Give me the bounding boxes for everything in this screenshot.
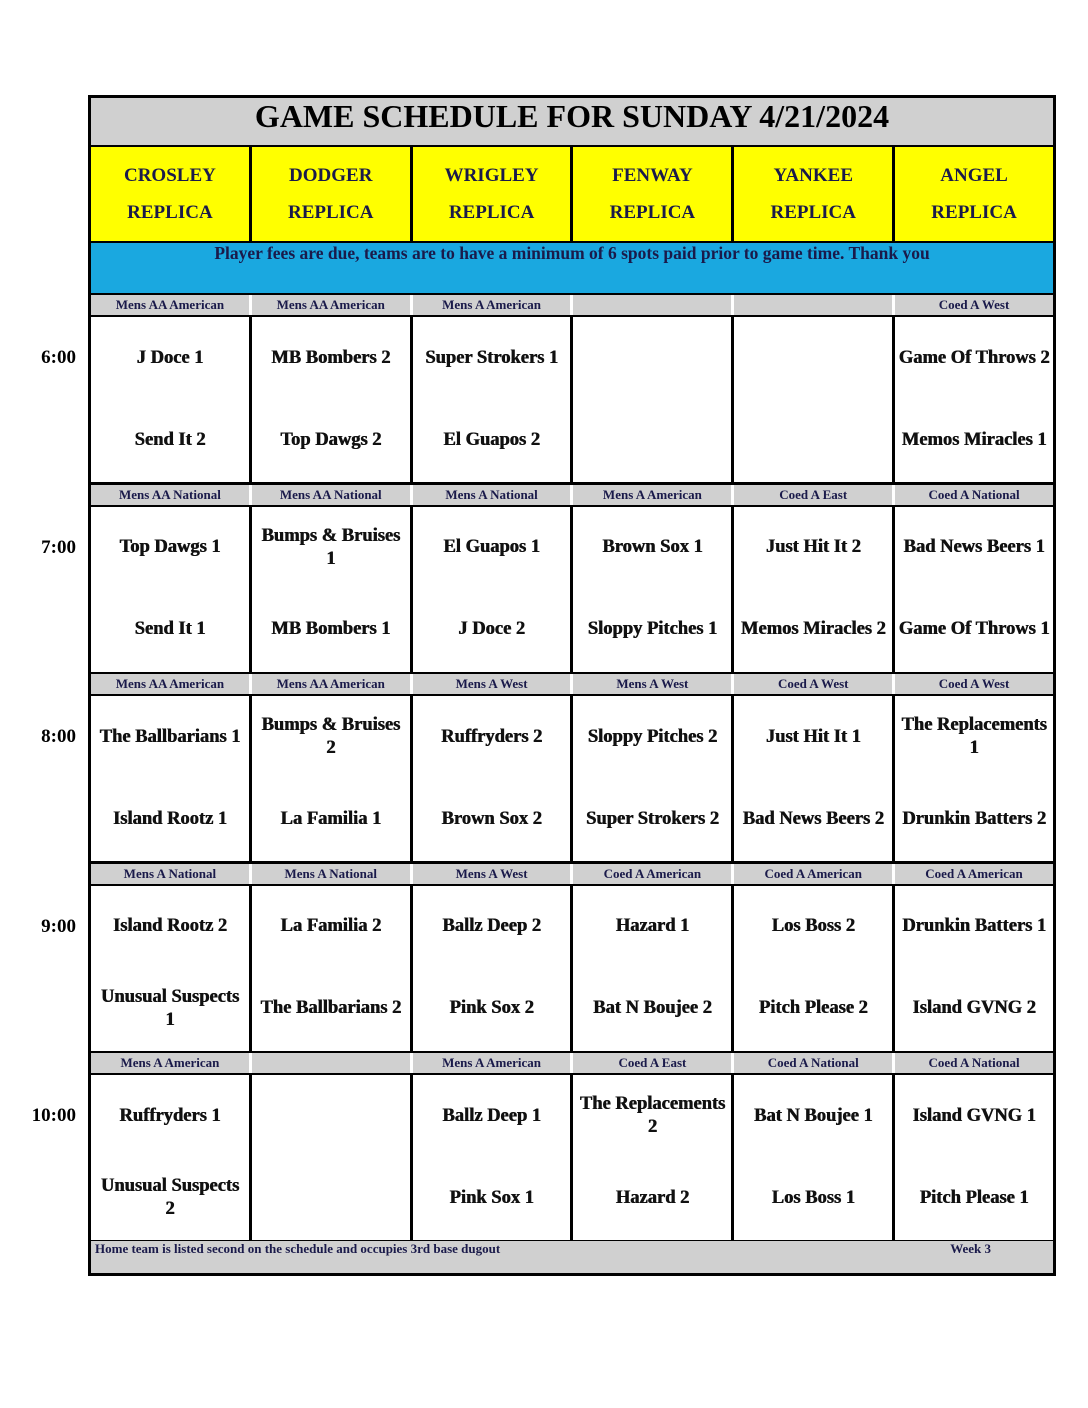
home-team-note: Home team is listed second on the schedule and occupies 3rd base dugout — [95, 1241, 501, 1256]
home-team: Unusual Suspects 2 — [100, 1176, 240, 1219]
away-team: Island Rootz 2 — [112, 916, 227, 936]
division-label: Mens A American — [413, 295, 571, 315]
away-team: El Guapos 1 — [443, 537, 540, 557]
home-team: Unusual Suspects 1 — [100, 986, 240, 1030]
division-row — [91, 1053, 1053, 1073]
time-label: 7:00 — [41, 536, 76, 558]
away-team: Just Hit It 1 — [765, 726, 861, 747]
away-team: J Doce 1 — [136, 347, 204, 368]
game-cell — [252, 1075, 410, 1240]
field-header — [895, 147, 1053, 241]
game-cell — [734, 696, 892, 861]
division-label — [734, 295, 892, 315]
field-sub: REPLICA — [931, 202, 1017, 223]
field-header-row — [91, 147, 1053, 241]
field-sub: REPLICA — [770, 202, 856, 223]
game-cell — [895, 507, 1053, 672]
home-team: Pitch Please 1 — [919, 1187, 1029, 1208]
away-team: Bat N Boujee 1 — [753, 1105, 873, 1126]
home-team: The Ballbarians 2 — [260, 998, 402, 1018]
game-cell — [252, 886, 410, 1051]
home-team: Memos Miracles 1 — [901, 429, 1047, 450]
away-team: Drunkin Batters 1 — [902, 916, 1046, 936]
field-sub: REPLICA — [127, 202, 213, 223]
schedule-footer — [91, 1241, 1053, 1273]
division-label: Coed A West — [734, 674, 892, 694]
game-cell — [734, 317, 892, 482]
away-team: Just Hit It 2 — [765, 537, 861, 557]
away-team: Ruffryders 2 — [440, 726, 543, 747]
field-sub: REPLICA — [287, 202, 374, 223]
division-label: Mens A National — [252, 864, 410, 884]
division-label: Mens AA National — [91, 485, 249, 505]
division-label: Mens A National — [91, 864, 249, 884]
division-label: Mens AA American — [91, 295, 249, 315]
game-cell — [573, 317, 731, 482]
division-label: Coed A West — [895, 674, 1053, 694]
home-team: Send It 2 — [134, 429, 206, 450]
division-label: Mens A West — [573, 674, 731, 694]
division-label: Mens A American — [573, 485, 731, 505]
game-cell — [895, 886, 1053, 1051]
game-cell — [91, 886, 249, 1051]
game-cell — [734, 1075, 892, 1240]
home-team: Pitch Please 2 — [758, 998, 868, 1018]
home-team: El Guapos 2 — [443, 429, 540, 450]
division-label — [252, 1053, 410, 1073]
field-sub: REPLICA — [609, 202, 696, 223]
field-header — [573, 147, 731, 241]
home-team: Island GVNG 2 — [912, 998, 1036, 1018]
division-label: Mens A American — [413, 1053, 571, 1073]
away-team: Sloppy Pitches 2 — [587, 726, 718, 747]
game-cell — [895, 317, 1053, 482]
game-cell — [734, 507, 892, 672]
game-cell — [413, 1075, 571, 1240]
away-team: MB Bombers 2 — [271, 347, 391, 368]
field-name: DODGER — [289, 165, 373, 186]
game-cell — [91, 317, 249, 482]
division-label: Coed A National — [895, 485, 1053, 505]
field-name: ANGEL — [940, 165, 1008, 186]
time-label: 6:00 — [41, 347, 76, 368]
home-team: Pink Sox 2 — [449, 998, 534, 1018]
away-team: The Ballbarians 1 — [99, 726, 241, 747]
away-team: La Familia 2 — [280, 916, 382, 936]
away-team: Los Boss 2 — [771, 916, 855, 936]
home-team: Memos Miracles 2 — [740, 619, 886, 639]
away-team: Bad News Beers 1 — [903, 537, 1045, 557]
home-team: Los Boss 1 — [771, 1187, 855, 1208]
home-team: Top Dawgs 2 — [280, 429, 382, 450]
away-team: Ballz Deep 1 — [442, 1105, 541, 1126]
division-row — [91, 864, 1053, 884]
division-label: Coed A American — [734, 864, 892, 884]
field-header — [413, 147, 571, 241]
game-cell — [573, 1075, 731, 1240]
field-name: YANKEE — [773, 165, 853, 186]
home-team: Bad News Beers 2 — [742, 808, 884, 829]
away-team: Bumps & Bruises 1 — [261, 525, 401, 569]
division-label: Mens AA American — [252, 295, 410, 315]
away-team: Hazard 1 — [615, 916, 690, 936]
home-team: La Familia 1 — [280, 808, 382, 829]
game-cell — [91, 696, 249, 861]
home-team: J Doce 2 — [458, 619, 525, 639]
away-team: The Replacements 2 — [579, 1094, 726, 1137]
game-cell — [573, 507, 731, 672]
game-row — [91, 696, 1053, 861]
away-team: Ruffryders 1 — [119, 1105, 221, 1126]
away-team: Bumps & Bruises 2 — [261, 715, 401, 758]
game-cell — [413, 886, 571, 1051]
division-label: Coed A American — [895, 864, 1053, 884]
away-team: Game Of Throws 2 — [898, 347, 1050, 368]
away-team: Brown Sox 1 — [602, 537, 703, 557]
division-label — [573, 295, 731, 315]
division-label: Mens A West — [413, 864, 571, 884]
game-cell — [734, 886, 892, 1051]
home-team: Super Strokers 2 — [585, 808, 719, 829]
home-team: Bat N Boujee 2 — [593, 998, 712, 1018]
game-cell — [413, 696, 571, 861]
division-label: Coed A East — [734, 485, 892, 505]
division-label: Mens AA American — [252, 674, 410, 694]
home-team: Sloppy Pitches 1 — [587, 619, 718, 639]
division-label: Coed A East — [573, 1053, 731, 1073]
game-cell — [895, 696, 1053, 861]
game-cell — [413, 317, 571, 482]
field-header — [252, 147, 410, 241]
division-label: Coed A National — [895, 1053, 1053, 1073]
division-row — [91, 674, 1053, 694]
game-cell — [252, 696, 410, 861]
division-label: Coed A National — [734, 1053, 892, 1073]
division-label: Coed A West — [895, 295, 1053, 315]
division-label: Mens A National — [413, 485, 571, 505]
home-team: MB Bombers 1 — [271, 619, 391, 639]
game-cell — [91, 1075, 249, 1240]
game-cell — [413, 507, 571, 672]
division-label: Mens A West — [413, 674, 571, 694]
time-label: 9:00 — [41, 915, 76, 937]
away-team: The Replacements 1 — [901, 715, 1047, 758]
division-row — [91, 485, 1053, 505]
field-name: WRIGLEY — [444, 165, 539, 186]
game-row — [91, 507, 1053, 672]
home-team: Drunkin Batters 2 — [902, 808, 1046, 829]
division-label: Mens AA National — [252, 485, 410, 505]
game-cell — [573, 886, 731, 1051]
division-row — [91, 295, 1053, 315]
home-team: Send It 1 — [134, 619, 206, 639]
field-name: CROSLEY — [123, 165, 216, 186]
time-label: 10:00 — [31, 1105, 76, 1126]
home-team: Game Of Throws 1 — [898, 619, 1050, 639]
time-label: 8:00 — [41, 726, 76, 747]
field-header — [91, 147, 249, 241]
away-team: Top Dawgs 1 — [119, 537, 221, 557]
game-cell — [895, 1075, 1053, 1240]
game-row — [91, 886, 1053, 1051]
division-label: Mens AA American — [91, 674, 249, 694]
game-row — [91, 317, 1053, 482]
fees-notice: Player fees are due, teams are to have a minimum of 6 spots paid prior to game time. Thank you — [91, 243, 1053, 293]
field-name: FENWAY — [612, 165, 693, 186]
home-team: Hazard 2 — [615, 1187, 690, 1208]
away-team: Ballz Deep 2 — [442, 916, 541, 936]
field-header — [734, 147, 892, 241]
field-sub: REPLICA — [448, 202, 535, 223]
week-label: Week 3 — [950, 1241, 991, 1256]
division-label: Mens A American — [91, 1053, 249, 1073]
game-cell — [91, 507, 249, 672]
schedule-table — [88, 95, 1056, 1276]
home-team: Pink Sox 1 — [449, 1187, 534, 1208]
home-team: Island Rootz 1 — [112, 808, 227, 829]
game-cell — [573, 696, 731, 861]
game-cell — [252, 317, 410, 482]
away-team: Super Strokers 1 — [425, 347, 559, 368]
game-row — [91, 1075, 1053, 1240]
schedule-title: GAME SCHEDULE FOR SUNDAY 4/21/2024 — [91, 98, 1053, 145]
game-cell — [252, 507, 410, 672]
home-team: Brown Sox 2 — [441, 808, 542, 829]
division-label: Coed A American — [573, 864, 731, 884]
away-team: Island GVNG 1 — [912, 1105, 1036, 1126]
